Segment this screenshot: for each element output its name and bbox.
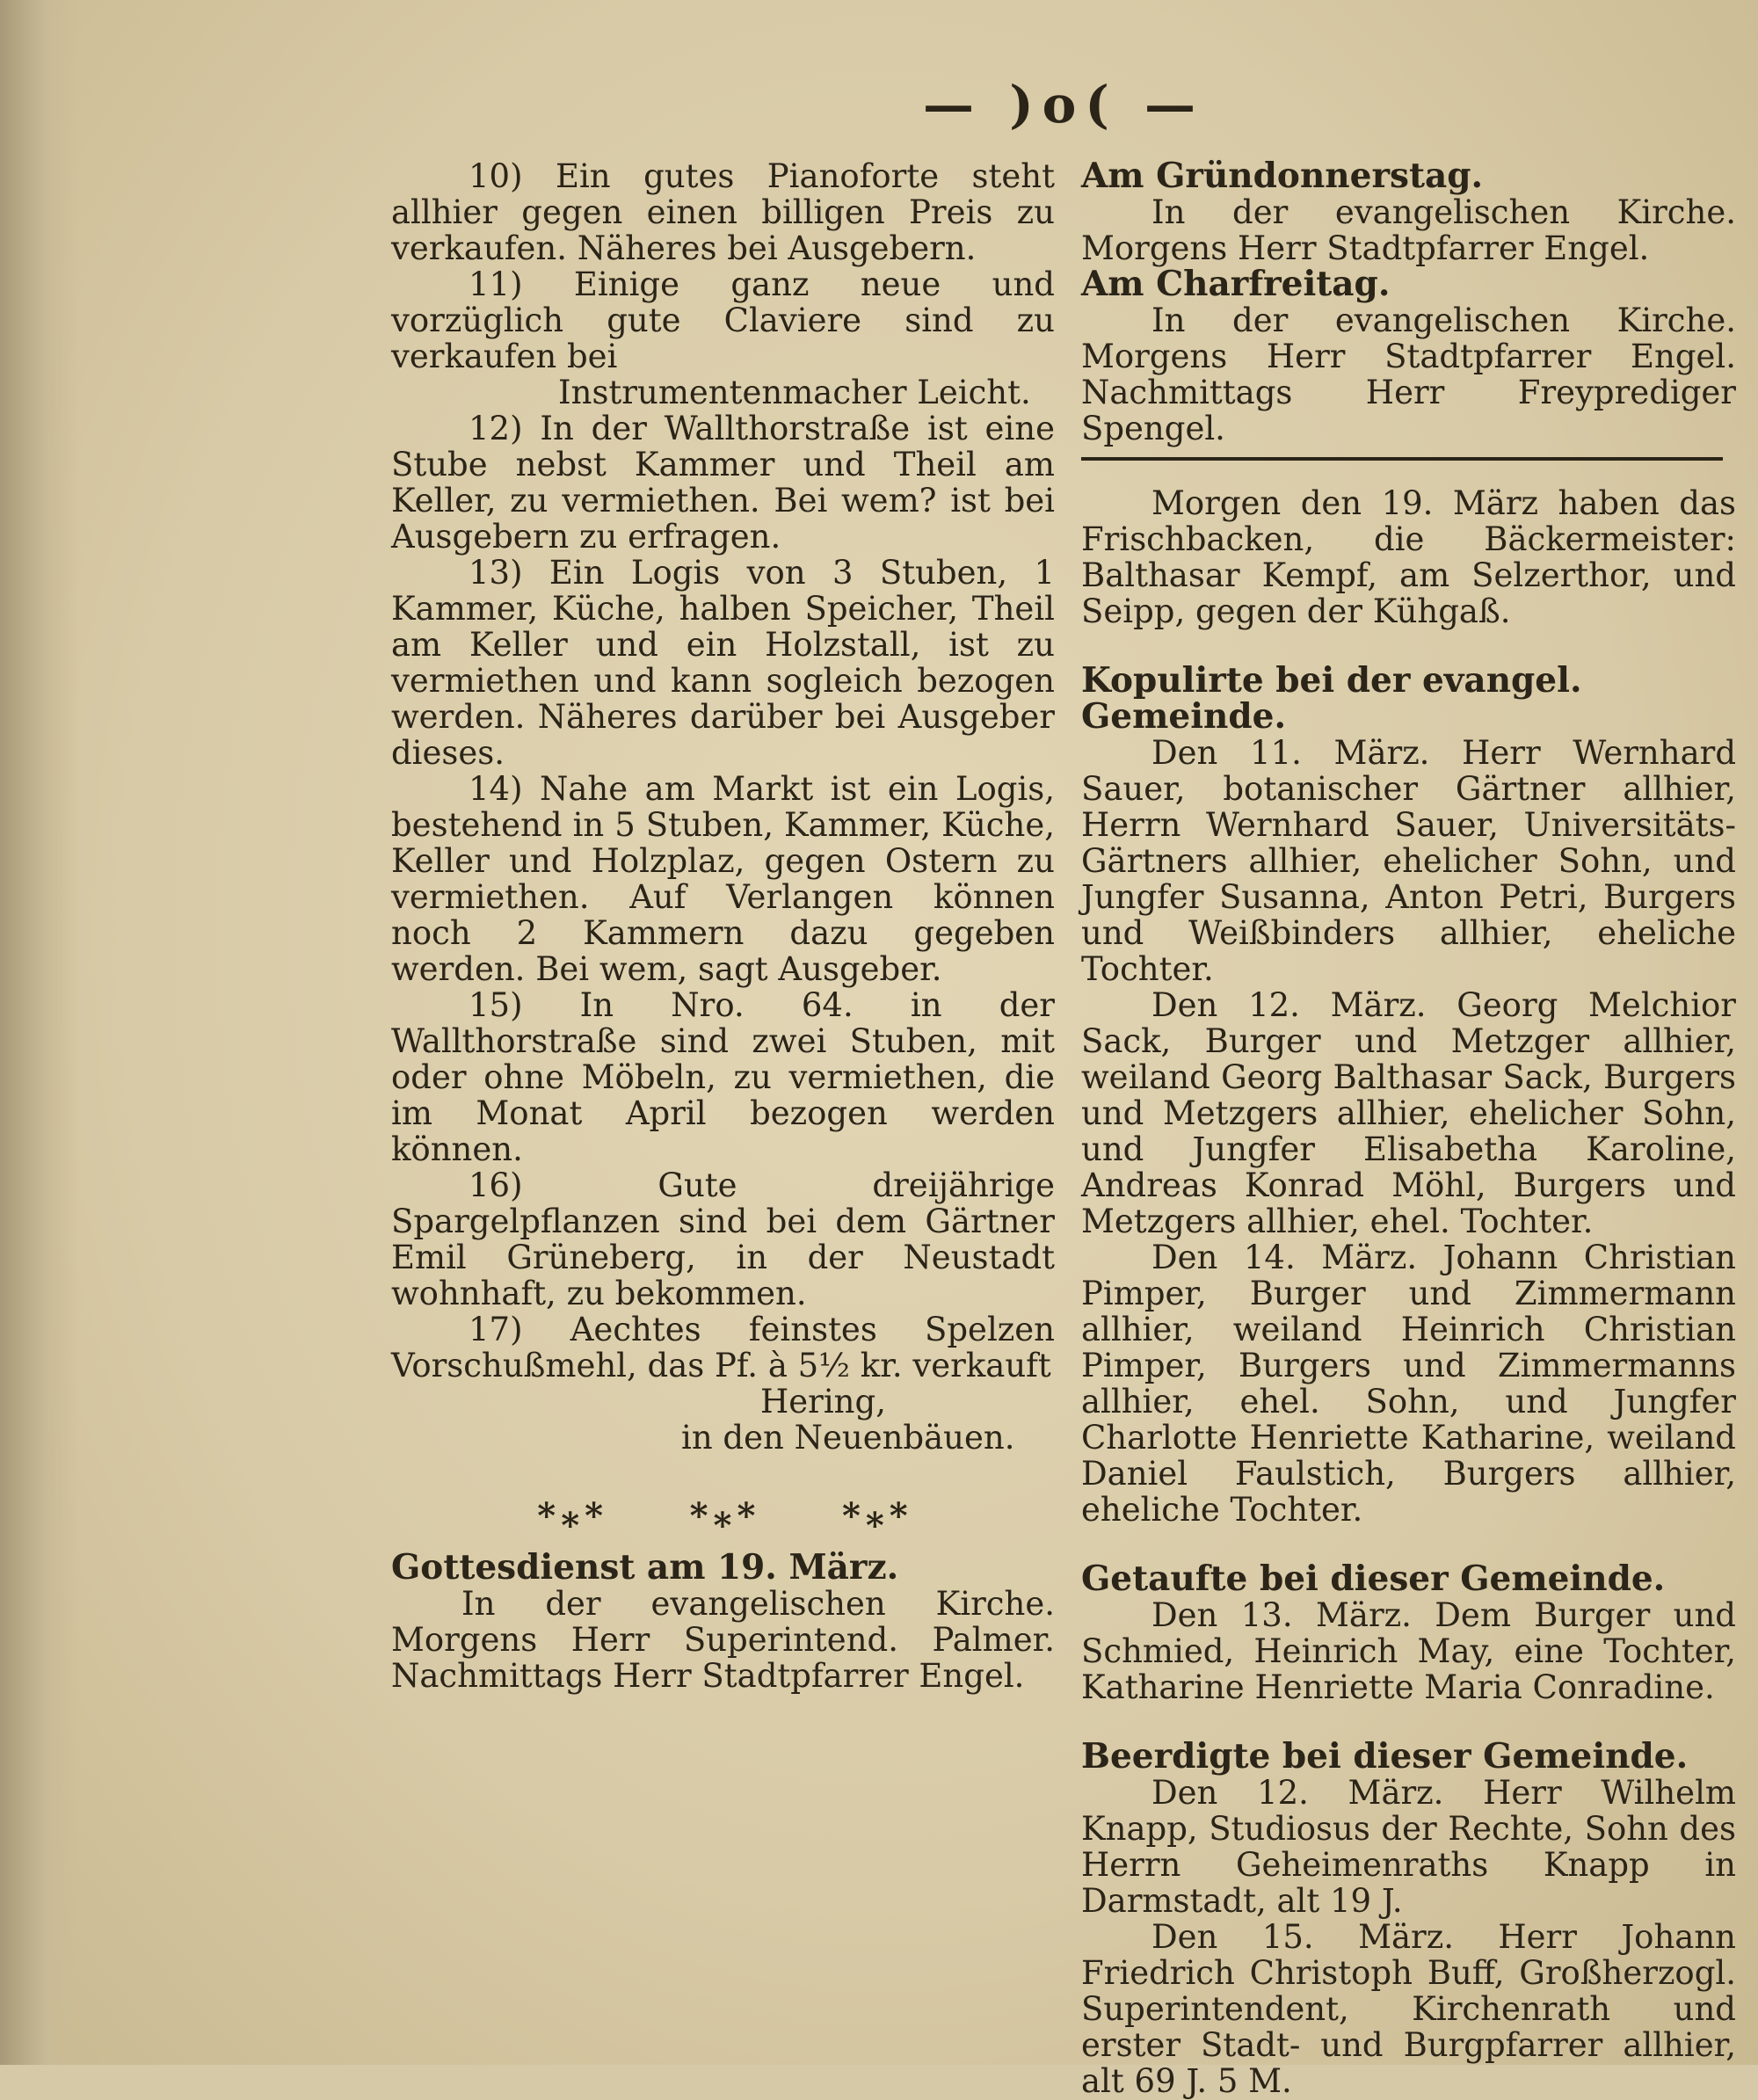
buried-entry-1: Den 12. März. Herr Wilhelm Knapp, Studiosus der Rechte, Sohn des Herrn Geheimenraths Knapp in Darmstadt, alt 19 J.	[1081, 1774, 1736, 1920]
thursday-text: In der evangelischen Kirche. Morgens Herr Stadtpfarrer Engel.	[1081, 193, 1736, 267]
married-entry-3: Den 14. März. Johann Christian Pimper, Burger und Zimmermann allhier, weiland Heinrich Christian Pimper, Burgers und Zimmermanns allhier, ehel. Sohn, und Jungfer Charlotte Henriette Katharine, weiland Daniel Faulstich, Burgers allhier, eheliche Tochter.	[1081, 1239, 1736, 1529]
married-entry-1: Den 11. März. Herr Wernhard Sauer, botanischer Gärtner allhier, Herrn Wernhard Sauer, Universitäts-Gärtners allhier, ehelicher Sohn, und Jungfer Susanna, Anton Petri, Burgers und Weißbinders allhier, eheliche Tochter.	[1081, 734, 1736, 988]
spacer	[1081, 1528, 1736, 1561]
baptized-heading: Getaufte bei dieser Gemeinde.	[1081, 1559, 1666, 1599]
buried-entry-2: Den 15. März. Herr Johann Friedrich Christoph Buff, Großherzogl. Superintendent, Kirchenrath und erster Stadt- und Burgpfarrer allhier, alt 69 J. 5 M.	[1081, 1918, 1736, 2100]
friday-text: In der evangelischen Kirche. Morgens Herr Stadtpfarrer Engel. Nachmittags Herr Freyprediger Spengel.	[1081, 302, 1736, 447]
friday-heading: Am Charfreitag.	[1081, 264, 1391, 304]
separator-star-2: *⁎*	[689, 1495, 761, 1537]
thursday-heading: Am Gründonnerstag.	[1081, 156, 1484, 196]
ad-15: 15) In Nro. 64. in der Wallthorstraße sind zwei Stuben, mit oder ohne Möbeln, zu vermiethen, die im Monat April bezogen werden können.	[391, 986, 1055, 1168]
ad-11-signature: Instrumentenmacher Leicht.	[558, 374, 1031, 411]
ad-16: 16) Gute dreijährige Spargelpflanzen sind bei dem Gärtner Emil Grüneberg, in der Neustadt wohnhaft, zu bekommen.	[391, 1166, 1055, 1312]
right-column	[1081, 158, 1736, 2099]
ad-11: 11) Einige ganz neue und vorzüglich gute Claviere sind zu verkaufen bei	[391, 265, 1055, 375]
ad-13: 13) Ein Logis von 3 Stuben, 1 Kammer, Küche, halben Speicher, Theil am Keller und ein Holzstall, ist zu vermiethen und kann sogleich bezogen werden. Näheres darüber bei Ausgeber dieses.	[391, 554, 1055, 772]
left-column	[391, 158, 1055, 1694]
page-spine-shadow	[0, 0, 79, 2065]
buried-heading: Beerdigte bei dieser Gemeinde.	[1081, 1736, 1689, 1777]
baptized-entry-1: Den 13. März. Dem Burger und Schmied, Heinrich May, eine Tochter, Katharine Henriette Maria Conradine.	[1081, 1596, 1736, 1706]
service-text: In der evangelischen Kirche. Morgens Herr Superintend. Palmer. Nachmittags Herr Stadtpfarrer Engel.	[391, 1585, 1055, 1695]
separator-star-1: *⁎*	[537, 1495, 609, 1537]
section-rule	[1081, 457, 1723, 461]
ad-17-signature-name: Hering,	[760, 1383, 886, 1421]
ad-10: 10) Ein gutes Pianoforte steht allhier gegen einen billigen Preis zu verkaufen. Näheres bei Ausgebern.	[391, 157, 1055, 267]
married-heading: Kopulirte bei der evangel. Gemeinde.	[1081, 660, 1582, 737]
page-number: — )o( —	[923, 75, 1204, 134]
ad-12: 12) In der Wallthorstraße ist eine Stube nebst Kammer und Theil am Keller, zu vermiethen. Bei wem? ist bei Ausgebern zu erfragen.	[391, 410, 1055, 556]
separator-star-3: *⁎*	[841, 1495, 913, 1537]
service-heading: Gottesdienst am 19. März.	[391, 1547, 899, 1588]
married-entry-2: Den 12. März. Georg Melchior Sack, Burger und Metzger allhier, weiland Georg Balthasar Sack, Burgers und Metzgers allhier, ehelicher Sohn, und Jungfer Elisabetha Karoline, Andreas Konrad Möhl, Burgers und Metzgers allhier, ehel. Tochter.	[1081, 986, 1736, 1240]
ad-17: 17) Aechtes feinstes Spelzen Vorschußmehl, das Pf. à 5½ kr. verkauft	[391, 1311, 1055, 1384]
ad-14: 14) Nahe am Markt ist ein Logis, bestehend in 5 Stuben, Kammer, Küche, Keller und Holzplaz, gegen Ostern zu vermiethen. Auf Verlangen können noch 2 Kammern dazu gegeben werden. Bei wem, sagt Ausgeber.	[391, 770, 1055, 988]
ad-17-signature-place: in den Neuenbäuen.	[681, 1419, 1015, 1457]
spacer	[1081, 1705, 1736, 1739]
spacer	[1081, 629, 1736, 663]
bakers-notice: Morgen den 19. März haben das Frischbacken, die Bäckermeister: Balthasar Kempf, am Selzerthor, und Seipp, gegen der Kühgaß.	[1081, 484, 1736, 630]
separator-stars	[497, 1495, 954, 1537]
